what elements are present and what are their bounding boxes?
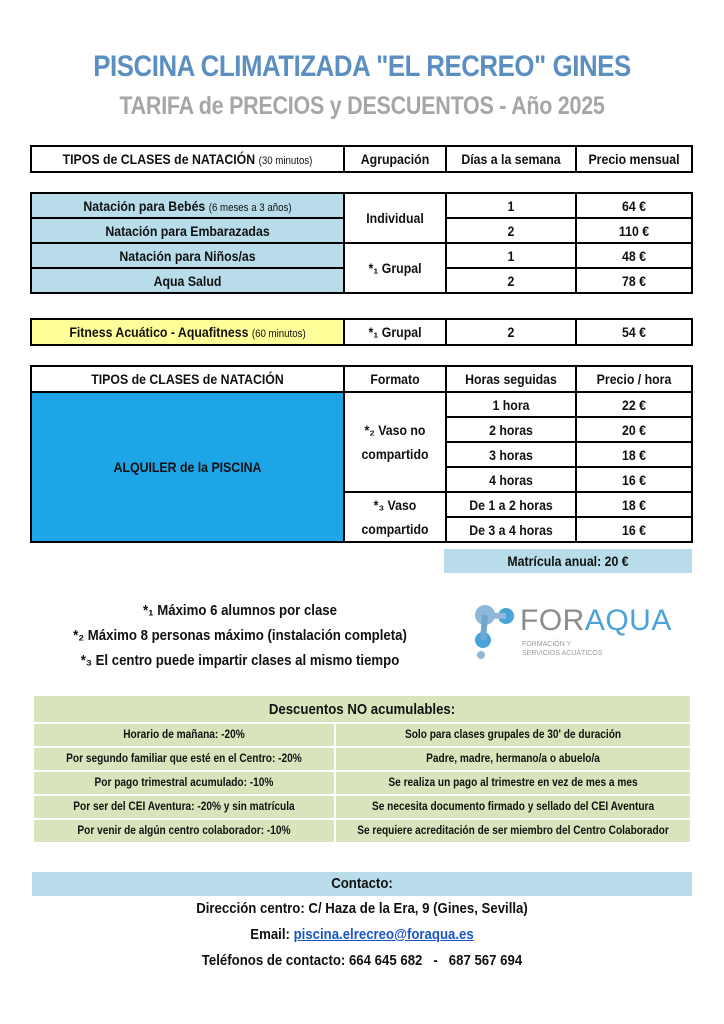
rental-header-hours: Horas seguidas [446, 366, 576, 392]
class-name: Natación para Bebés (6 meses a 3 años) [31, 193, 344, 218]
logo-tagline: FORMACIÓN Y SERVICIOS ACUÁTICOS [522, 641, 603, 657]
page-subtitle: TARIFA de PRECIOS y DESCUENTOS - Año 2025 [119, 92, 605, 120]
class-days: 1 [446, 243, 576, 268]
rental-price: 16 € [576, 467, 692, 492]
rental-hours: 2 horas [446, 417, 576, 442]
class-price: 78 € [576, 268, 692, 293]
table-row [31, 193, 692, 218]
format-shared: *₃ Vaso compartido [344, 492, 446, 542]
class-days: 2 [446, 218, 576, 243]
email-link[interactable]: piscina.elrecreo@foraqua.es [293, 926, 474, 943]
classes-table [30, 192, 693, 294]
footnote-2: *₂ Máximo 8 personas máximo (instalación completa) [73, 627, 407, 644]
class-name: Natación para Niños/as [31, 243, 344, 268]
foraqua-logo [470, 602, 670, 662]
class-price: 64 € [576, 193, 692, 218]
table-row [31, 392, 692, 417]
discount-condition: Padre, madre, hermano/a o abuelo/a [335, 747, 691, 771]
class-days: 1 [446, 193, 576, 218]
rental-price: 20 € [576, 417, 692, 442]
class-name: Aqua Salud [31, 268, 344, 293]
logo-wordmark: FORAQUA [520, 604, 672, 637]
class-price: 48 € [576, 243, 692, 268]
format-private: *₂ Vaso no compartido [344, 392, 446, 492]
rental-hours: 1 hora [446, 392, 576, 417]
rental-header-price: Precio / hora [576, 366, 692, 392]
discounts-title: Descuentos NO acumulables: [33, 695, 691, 723]
table-row [33, 723, 691, 747]
grouping-grupal: *₁ Grupal [344, 243, 446, 293]
table-row [31, 319, 692, 345]
contact-section [32, 872, 692, 974]
discount-condition: Se realiza un pago al trimestre en vez de mes a mes [335, 771, 691, 795]
rental-hours: De 3 a 4 horas [446, 517, 576, 542]
rental-hours: 4 horas [446, 467, 576, 492]
discount-name: Horario de mañana: -20% [33, 723, 335, 747]
table-row [33, 819, 691, 843]
header-class-type: TIPOS de CLASES de NATACIÓN (30 minutos) [31, 146, 344, 172]
discount-name: Por ser del CEI Aventura: -20% y sin matrícula [33, 795, 335, 819]
class-price: 110 € [576, 218, 692, 243]
discounts-table [32, 694, 692, 844]
rental-label: ALQUILER de la PISCINA [31, 392, 344, 542]
footnotes [40, 598, 440, 673]
table-row [33, 747, 691, 771]
annual-enrollment: Matrícula anual: 20 € [444, 549, 692, 573]
rental-header-type: TIPOS de CLASES de NATACIÓN [31, 366, 344, 392]
rental-price: 18 € [576, 442, 692, 467]
class-name: Natación para Embarazadas [31, 218, 344, 243]
grouping-individual: Individual [344, 193, 446, 243]
rental-hours: 3 horas [446, 442, 576, 467]
footnote-1: *₁ Máximo 6 alumnos por clase [142, 602, 337, 619]
class-days: 2 [446, 268, 576, 293]
fitness-price: 54 € [576, 319, 692, 345]
rental-price: 22 € [576, 392, 692, 417]
discount-condition: Solo para clases grupales de 30' de duración [335, 723, 691, 747]
rental-table [30, 365, 693, 543]
discount-name: Por segundo familiar que esté en el Centro: -20% [33, 747, 335, 771]
header-monthly-price: Precio mensual [576, 146, 692, 172]
discount-condition: Se requiere acreditación de ser miembro del Centro Colaborador [335, 819, 691, 843]
fitness-name: Fitness Acuático - Aquafitness (60 minutos) [31, 319, 344, 345]
rental-price: 18 € [576, 492, 692, 517]
header-grouping: Agrupación [344, 146, 446, 172]
contact-title: Contacto: [32, 872, 692, 896]
discount-condition: Se necesita documento firmado y sellado del CEI Aventura [335, 795, 691, 819]
table-row [31, 243, 692, 268]
discount-name: Por pago trimestral acumulado: -10% [33, 771, 335, 795]
table-row [33, 795, 691, 819]
contact-phones: Teléfonos de contacto: 664 645 682 - 687 567 694 [201, 952, 523, 969]
fitness-days: 2 [446, 319, 576, 345]
discount-name: Por venir de algún centro colaborador: -10% [33, 819, 335, 843]
rental-hours: De 1 a 2 horas [446, 492, 576, 517]
classes-header-table [30, 145, 693, 173]
fitness-table [30, 318, 693, 346]
page-title: PISCINA CLIMATIZADA "EL RECREO" GINES [93, 50, 631, 83]
footnote-3: *₃ El centro puede impartir clases al mismo tiempo [80, 652, 400, 669]
contact-email-line: Email: piscina.elrecreo@foraqua.es [250, 926, 474, 943]
header-days: Días a la semana [446, 146, 576, 172]
table-row [33, 771, 691, 795]
contact-address: Dirección centro: C/ Haza de la Era, 9 (Gines, Sevilla) [196, 900, 528, 917]
fitness-grouping: *₁ Grupal [344, 319, 446, 345]
rental-header-format: Formato [344, 366, 446, 392]
drops-icon [470, 602, 520, 660]
rental-price: 16 € [576, 517, 692, 542]
